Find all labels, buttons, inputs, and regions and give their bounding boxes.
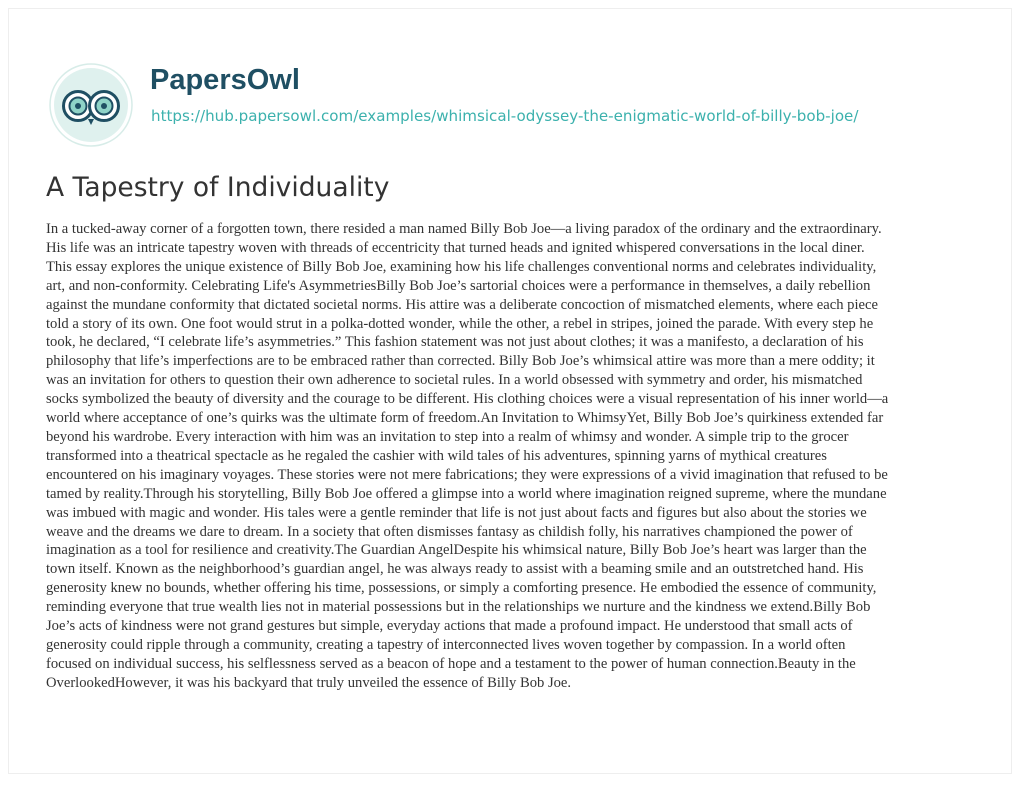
essay-line: transformed into a theatrical spectacle as he regaled the cashier with wild tales of his adventures, spinning yarns of mythical creatures <box>46 447 827 464</box>
essay-line: imagination as a tool for resilience and creativity.The Guardian AngelDespite his whimsical nature, Billy Bob Joe’s heart was larger than the <box>46 542 867 559</box>
essay-line: art, and non-conformity. Celebrating Life's AsymmetriesBilly Bob Joe’s sartorial choices were a performance in themselves, a daily rebellion <box>46 277 871 294</box>
essay-line: generosity could ripple through a community, creating a tapestry of interconnected lives woven together by compassion. In a world often <box>46 636 846 653</box>
essay-line: Joe’s acts of kindness were not grand gestures but simple, everyday actions that made a profound impact. He understood that small acts of <box>46 618 853 635</box>
essay-line: was imbued with magic and wonder. His tales were a gentle reminder that life is not just about facts and figures but also about the stories we <box>46 504 867 521</box>
essay-line: In a tucked-away corner of a forgotten town, there resided a man named Billy Bob Joe—a living paradox of the ordinary and the extraordinary. <box>46 221 882 237</box>
essay-line: took, he declared, “I celebrate life’s asymmetries.” This fashion statement was not just about clothes; it was a manifesto, a declaration of his <box>46 334 864 351</box>
essay-line: beyond his wardrobe. Every interaction with him was an invitation to step into a realm of whimsy and wonder. A simple trip to the grocer <box>46 428 849 445</box>
essay-line: philosophy that life’s imperfections are to be embraced rather than corrected. Billy Bob Joe’s whimsical attire was more than a mere oddity; it <box>46 353 875 370</box>
essay-line: world where acceptance of one’s quirks was the ultimate form of freedom.An Invitation to WhimsyYet, Billy Bob Joe’s quirkiness extended far <box>46 410 884 427</box>
essay-line: told a story of its own. One foot would strut in a polka-dotted wonder, while the other, a rebel in stripes, joined the parade. With every step he <box>46 315 874 332</box>
essay-line: generosity knew no bounds, whether offering his time, possessions, or simply a comforting presence. He embodied the essence of community, <box>46 580 877 597</box>
brand-name: PapersOwl <box>150 64 300 96</box>
owl-eyes-icon <box>48 62 134 148</box>
header <box>46 62 986 172</box>
essay-line: weave and the dreams we dare to dream. In a society that often dismisses fantasy as childish folly, his narratives championed the power of <box>46 523 853 540</box>
essay-line: This essay explores the unique existence of Billy Bob Joe, examining how his life challenges conventional norms and celebrates individuality, <box>46 258 877 275</box>
essay-line: town itself. Known as the neighborhood’s guardian angel, he was always ready to assist with a beaming smile and an outstretched hand. His <box>46 561 864 578</box>
essay-line: against the mundane conformity that dictated societal norms. His attire was a deliberate concoction of mismatched elements, where each piece <box>46 296 878 313</box>
essay-line: His life was an intricate tapestry woven with threads of eccentricity that turned heads and ignited whispered conversations in the local diner. <box>46 239 865 256</box>
essay-line: socks symbolized the beauty of diversity and the courage to be different. His clothing choices were a visual representation of his inner world—a <box>46 391 889 408</box>
essay-line: was an invitation for others to question their own adherence to societal rules. In a world obsessed with symmetry and order, his mismatched <box>46 372 863 389</box>
essay-line: focused on individual success, his selflessness served as a beacon of hope and a testament to the power of human connection.Beauty in the <box>46 655 856 672</box>
source-url: https://hub.papersowl.com/examples/whimsical-odyssey-the-enigmatic-world-of-billy-bob-joe/ <box>151 107 859 125</box>
essay-line: tamed by reality.Through his storytelling, Billy Bob Joe offered a glimpse into a world where imagination reigned supreme, where the mundane <box>46 485 887 502</box>
essay-line: reminding everyone that true wealth lies not in material possessions but in the relationships we nurture and the kindness we extend.Billy Bob <box>46 599 871 616</box>
essay-line: encountered on his imaginary voyages. These stories were not mere fabrications; they were expressions of a vivid imagination that refused to be <box>46 466 888 483</box>
essay-line: OverlookedHowever, it was his backyard that truly unveiled the essence of Billy Bob Joe. <box>46 674 572 691</box>
essay-body <box>46 220 996 693</box>
essay-title: A Tapestry of Individuality <box>46 172 390 203</box>
